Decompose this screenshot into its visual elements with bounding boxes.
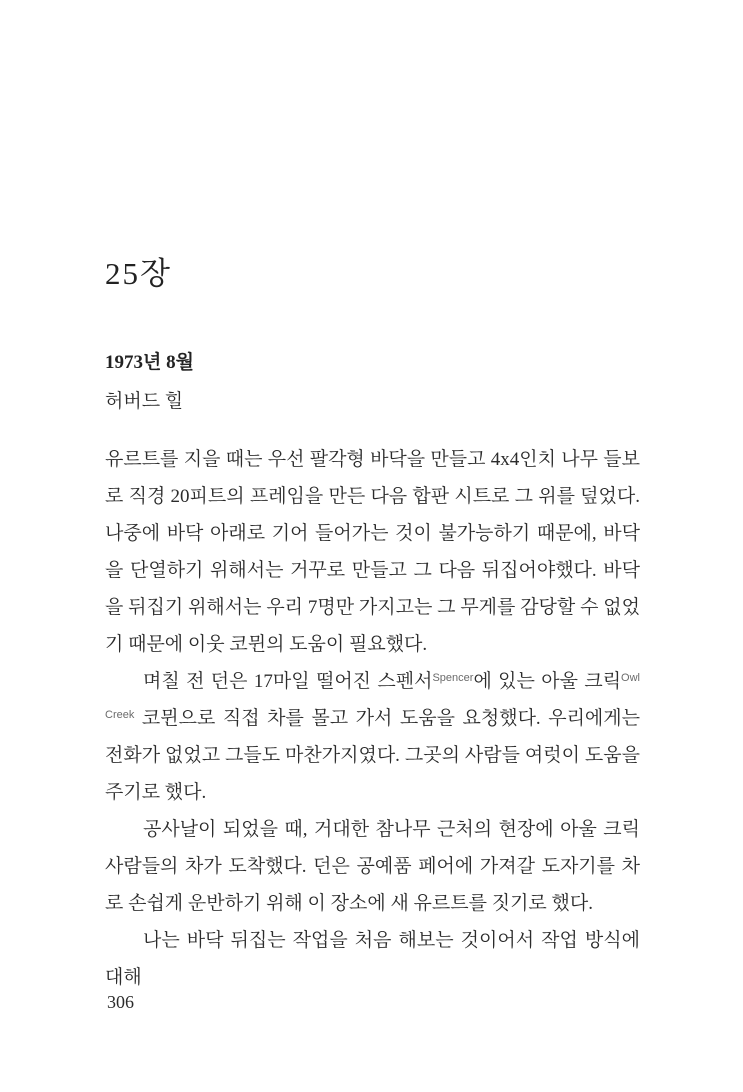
paragraph: 유르트를 지을 때는 우선 팔각형 바닥을 만들고 4x4인치 나무 들보로 직경 20피트의 프레임을 만든 다음 합판 시트로 그 위를 덮었다. 나중에 바닥 아래로 기어 들어가는 것이 불가능하기 때문에, 바닥을 단열하기 위해서는 거꾸로 만들고 그 다음 뒤집어야했다. 바닥을 뒤집기 위해서는 우리 7명만 가지고는 그 무게를 감당할 수 없었기 때문에 이웃 코뮌의 도움이 필요했다.: [105, 449, 640, 655]
chapter-title: 25장: [105, 256, 172, 291]
romanized-annotation: Spencer: [432, 672, 474, 684]
body-text: [105, 441, 640, 996]
page-number: 306: [107, 992, 134, 1012]
chapter-location: 허버드 힐: [105, 391, 184, 412]
romanized-annotation: Owl Creek: [105, 672, 640, 721]
paragraph: 나는 바닥 뒤집는 작업을 처음 해보는 것이어서 작업 방식에 대해: [105, 930, 640, 988]
paragraph: 공사날이 되었을 때, 거대한 참나무 근처의 현장에 아울 크릭 사람들의 차가 도착했다. 던은 공예품 페어에 가져갈 도자기를 차로 손쉽게 운반하기 위해 이 장소에 새 유르트를 짓기로 했다.: [105, 819, 640, 914]
paragraph: 며칠 전 던은 17마일 떨어진 스펜서$^{Spencer}$에 있는 아울 크릭$^{Owl Creek}$ 코뮌으로 직접 차를 몰고 가서 도움을 요청했다. 우리에게는 전화가 없었고 그들도 마찬가지였다. 그곳의 사람들 여럿이 도움을 주기로 했다.: [105, 671, 640, 803]
chapter-date: 1973년 8월: [105, 352, 194, 373]
